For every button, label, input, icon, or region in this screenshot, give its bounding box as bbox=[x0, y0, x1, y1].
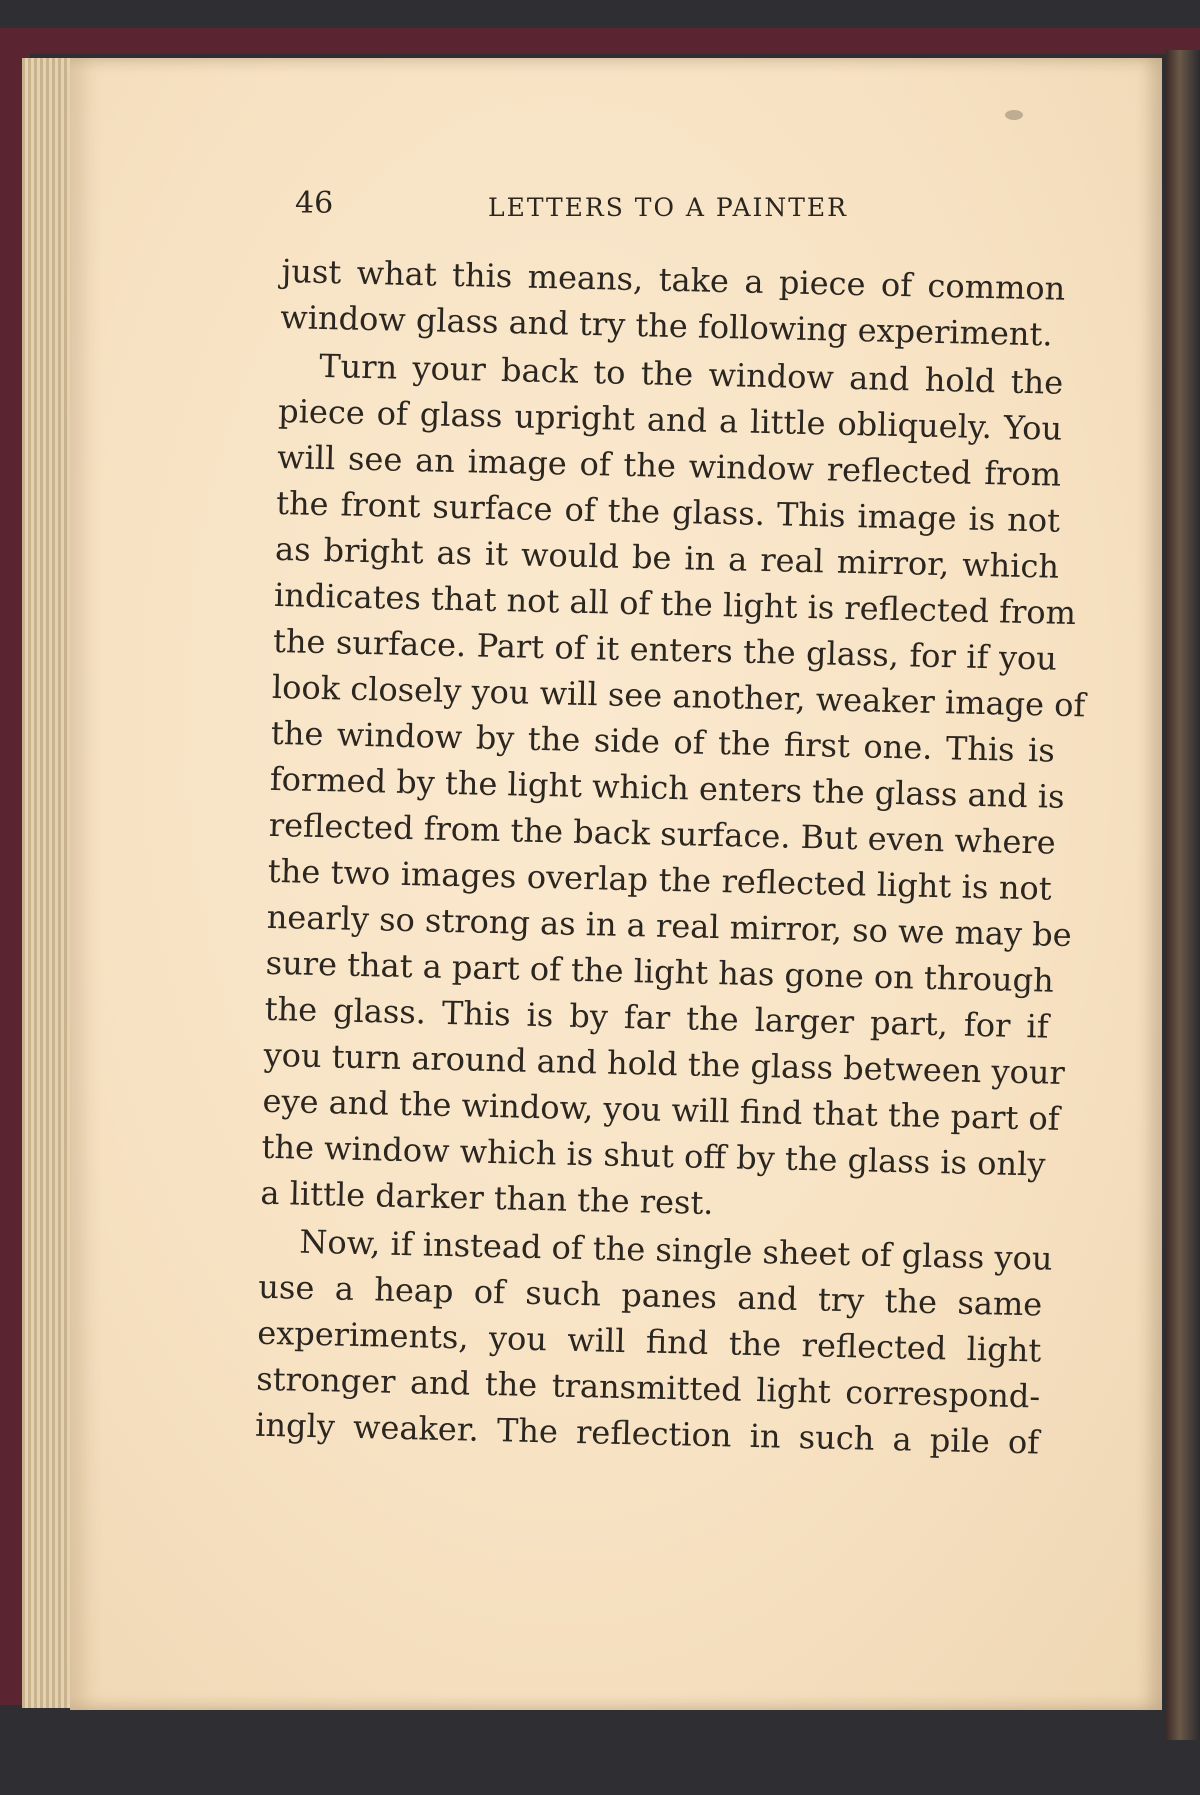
text-line: ingly weaker. The reflection in such a pile of bbox=[254, 1405, 1040, 1462]
text-line: you turn around and hold the glass between your bbox=[263, 1035, 1066, 1092]
text-line: the glass. This is by far the larger part, for if bbox=[264, 989, 1049, 1046]
text-line: a little darker than the rest. bbox=[260, 1173, 714, 1223]
text-line: Turn your back to the window and hold the bbox=[318, 346, 1064, 402]
text-line: the window which is shut off by the glass is only bbox=[261, 1127, 1046, 1184]
text-line: nearly so strong as in a real mirror, so we may be bbox=[266, 897, 1073, 955]
text-line: the window by the side of the first one. This is bbox=[270, 713, 1056, 770]
text-line: will see an image of the window reflected from bbox=[276, 437, 1062, 494]
text-line: just what this means, take a piece of common bbox=[281, 251, 1066, 308]
paper-blemish bbox=[1005, 110, 1023, 120]
page-number: 46 bbox=[295, 186, 334, 221]
text-line: stronger and the transmitted light correspond- bbox=[255, 1359, 1041, 1416]
text-line: formed by the light which enters the glass and is bbox=[269, 759, 1065, 816]
body-text bbox=[254, 248, 1086, 1465]
text-line: the front surface of the glass. This image is not bbox=[275, 483, 1061, 540]
text-line: eye and the window, you will find that the part of bbox=[262, 1081, 1060, 1138]
text-line: experiments, you will find the reflected light bbox=[256, 1313, 1042, 1370]
text-line: Now, if instead of the single sheet of glass you bbox=[299, 1222, 1053, 1278]
text-line: sure that a part of the light has gone on through bbox=[265, 943, 1055, 1000]
book-cover-right bbox=[1166, 50, 1200, 1740]
running-title: LETTERS TO A PAINTER bbox=[488, 193, 849, 222]
text-line: reflected from the back surface. But even where bbox=[268, 805, 1057, 862]
text-line: the two images overlap the reflected light is not bbox=[267, 851, 1053, 908]
text-line: as bright as it would be in a real mirror, which bbox=[274, 529, 1060, 586]
text-line: piece of glass upright and a little obliquely. You bbox=[277, 391, 1063, 448]
text-line: indicates that not all of the light is reflected from bbox=[273, 575, 1077, 633]
text-line: window glass and try the following experiment. bbox=[280, 297, 1053, 354]
text-line: look closely you will see another, weaker image of bbox=[271, 667, 1086, 725]
text-line: the surface. Part of it enters the glass, for if you bbox=[272, 621, 1058, 678]
book-cover-top bbox=[0, 28, 1200, 54]
text-line: use a heap of such panes and try the same bbox=[257, 1267, 1043, 1324]
